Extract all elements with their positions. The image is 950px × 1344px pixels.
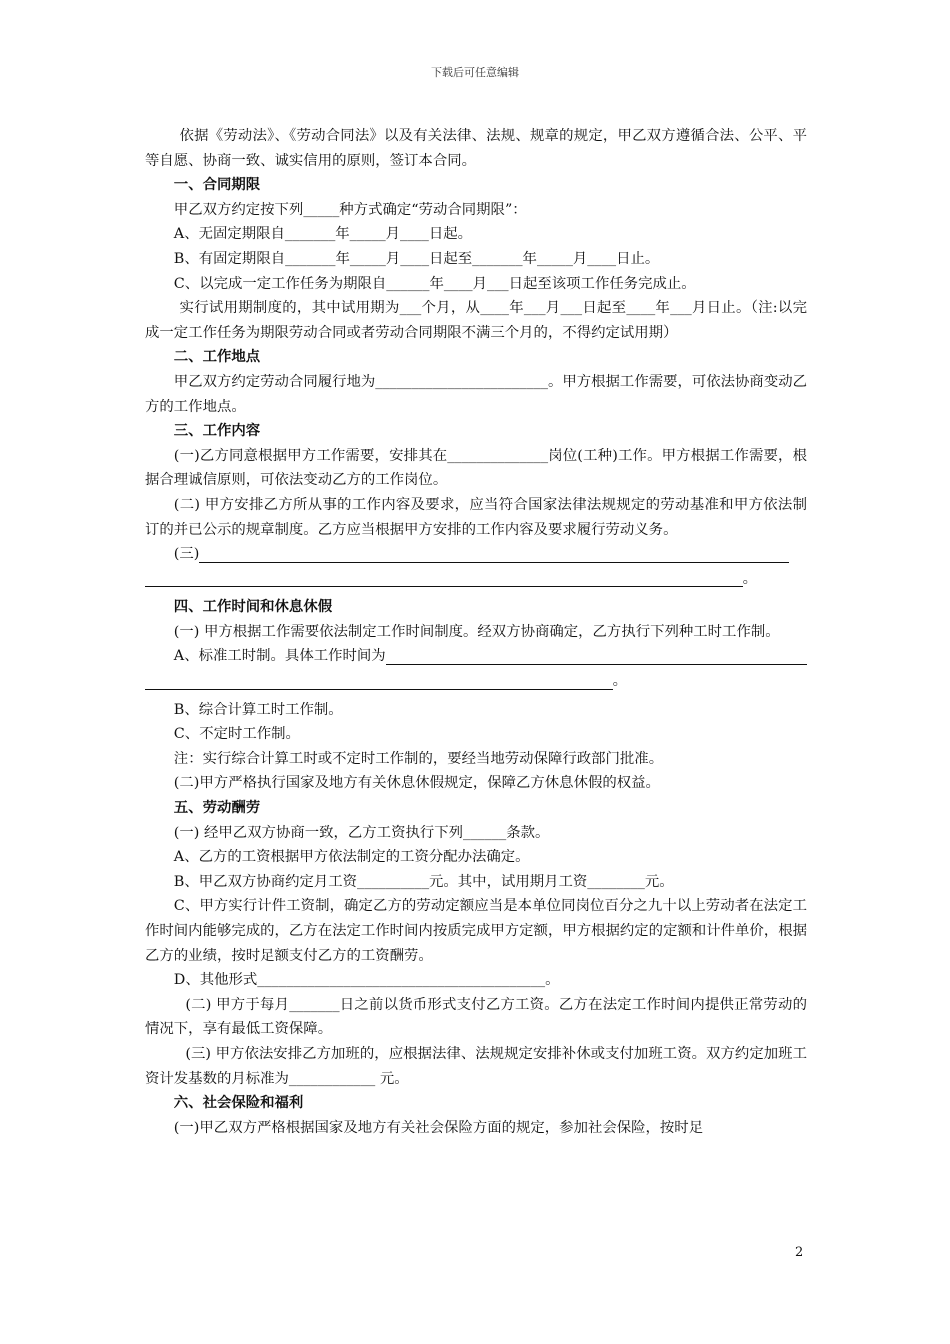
hours-note: 注：实行综合计算工时或不定时工作制的，要经当地劳动保障行政部门批准。: [173, 750, 664, 767]
work-hours-1: (一) 甲方根据工作需要依法制定工作时间制度。经双方协商确定，乙方执行下列种工时工作制。: [173, 623, 780, 640]
blank-line: [145, 568, 743, 587]
section-6-title: 六、社会保险和福利: [173, 1095, 304, 1112]
rest-leave-text: (二)甲方严格执行国家及地方有关休息休假规定，保障乙方休息休假的权益。: [173, 775, 660, 792]
standard-hours-label: A、标准工时制。具体工作时间为: [173, 648, 386, 665]
term-option-a: A、无固定期限自_______年_____月____日起。: [173, 226, 473, 243]
pay-option-b: B、甲乙双方协商约定月工资__________元。其中，试用期月工资________元。: [173, 873, 674, 890]
work-content-3-label: (三): [173, 546, 200, 563]
section-5-title: 五、劳动酬劳: [173, 800, 261, 817]
work-location-text: 甲乙双方约定劳动合同履行地为________________________。甲方根据工作需要，可依法协商变动乙方的工作地点。: [145, 373, 807, 415]
term-option-c: C、以完成一定工作任务为期限自______年____月___日起至该项工作任务完成止。: [173, 275, 696, 292]
pay-option-d: D、其他形式________________________________________。: [173, 972, 560, 989]
blank-line: [145, 671, 613, 690]
pay-clause-2: (二) 甲方于每月_______日之前以货币形式支付乙方工资。乙方在法定工作时间内提供正常劳动的情况下，享有最低工资保障。: [145, 996, 807, 1038]
work-content-2: (二) 甲方安排乙方所从事的工作内容及要求，应当符合国家法律法规规定的劳动基准和甲方依法制订的并已公示的规章制度。乙方应当根据甲方安排的工作内容及要求履行劳动义务。: [145, 496, 807, 538]
section-4-title: 四、工作时间和休息休假: [173, 599, 333, 616]
section-3-title: 三、工作内容: [173, 423, 261, 440]
standard-hours-line2: [145, 669, 627, 694]
work-content-3-line1: [145, 542, 789, 567]
standard-hours-end: 。: [612, 673, 627, 690]
work-content-3-line2: [145, 567, 757, 592]
blank-line: [386, 646, 807, 665]
pay-option-a: A、乙方的工资根据甲方依法制定的工资分配办法确定。: [173, 849, 530, 866]
section-2-title: 二、工作地点: [173, 349, 261, 366]
section-1-title: 一、合同期限: [173, 177, 261, 194]
pay-option-c: C、甲方实行计件工资制，确定乙方的劳动定额应当是本单位同岗位百分之九十以上劳动者在法定工作时间内能够完成的，乙方在法定工作时间内按质完成甲方定额，甲方根据约定的定额和计件单价，根据乙方的业绩，按时足额支付乙方的工资酬劳。: [145, 898, 807, 964]
trial-period-text: 实行试用期制度的，其中试用期为___个月，从____年___月___日起至____年___月日止。（注:以完成一定工作任务为期限劳动合同或者劳动合同期限不满三个月的，不得约定试用期）: [145, 300, 807, 341]
standard-hours-line1: [145, 644, 807, 669]
social-insurance-text: (一)甲乙双方严格根据国家及地方有关社会保险方面的规定，参加社会保险，按时足: [173, 1119, 704, 1136]
page-number: 2: [795, 1245, 804, 1260]
page-header: 下载后可任意编辑: [431, 66, 519, 79]
term-choice-text: 甲乙双方约定按下列_____种方式确定“劳动合同期限”：: [173, 201, 527, 218]
intro-paragraph: 依据《劳动法》、《劳动合同法》以及有关法律、法规、规章的规定，甲乙双方遵循合法、公平、平等自愿、协商一致、诚实信用的原则，签订本合同。: [145, 128, 807, 169]
term-option-b: B、有固定期限自_______年_____月____日起至_______年_____月____日止。: [173, 250, 660, 267]
work-content-3-end: 。: [742, 570, 757, 587]
pay-clause-1: (一) 经甲乙双方协商一致，乙方工资执行下列______条款。: [173, 824, 550, 841]
work-content-1: (一)乙方同意根据甲方工作需要，安排其在______________岗位(工种)工作。甲方根据工作需要，根据合理诚信原则，可依法变动乙方的工作岗位。: [145, 447, 807, 489]
comprehensive-hours: B、综合计算工时工作制。: [173, 701, 343, 718]
flexible-hours: C、不定时工作制。: [173, 726, 300, 743]
pay-clause-3: (三) 甲方依法安排乙方加班的，应根据法律、法规规定安排补休或支付加班工资。双方约定加班工资计发基数的月标准为____________ 元。: [145, 1045, 807, 1087]
contract-body: [145, 124, 807, 1140]
blank-line: [199, 544, 789, 563]
